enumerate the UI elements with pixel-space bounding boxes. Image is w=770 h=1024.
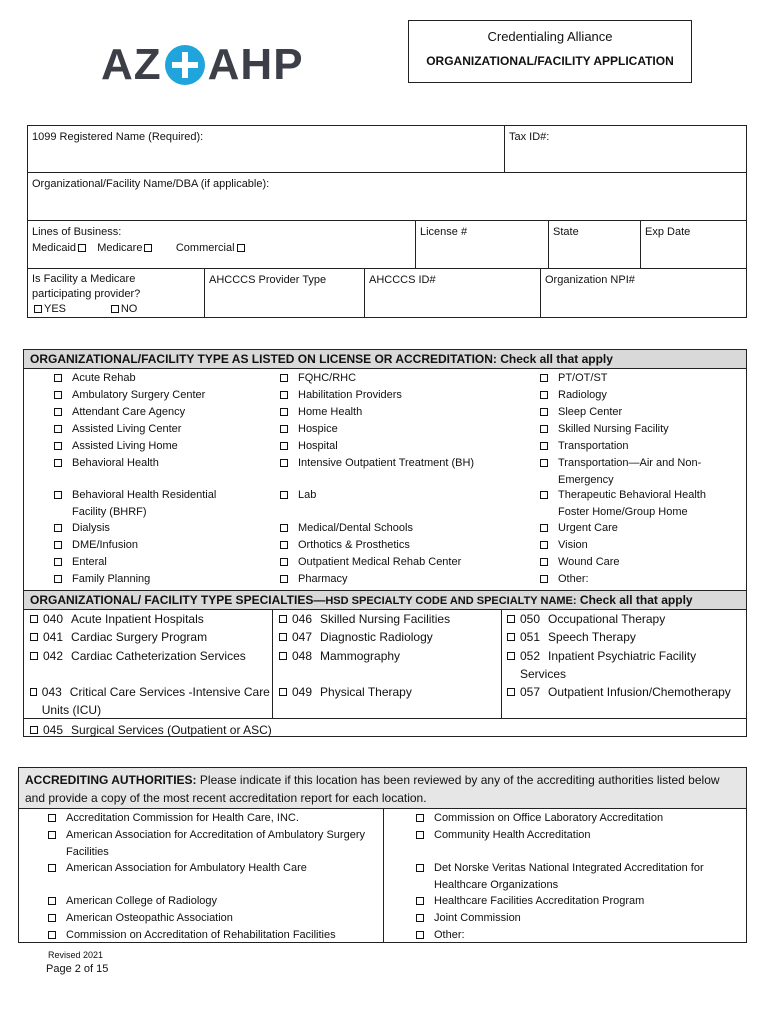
accreditor-item[interactable]: [414, 827, 739, 860]
medicaid-checkbox[interactable]: [78, 244, 86, 252]
accrediting-title: ACCREDITING AUTHORITIES:: [25, 773, 197, 787]
exp-date-field[interactable]: [640, 220, 747, 269]
facility-type-item[interactable]: [278, 370, 508, 387]
facility-type-label: Orthotics & Prosthetics: [298, 539, 410, 551]
specialty-item[interactable]: [505, 610, 745, 628]
facility-type-checkbox[interactable]: [280, 575, 288, 583]
facility-type-label: Ambulatory Surgery Center: [72, 389, 206, 401]
license-label: License #: [420, 226, 468, 238]
specialty-label: [520, 647, 745, 683]
facility-type-item[interactable]: [538, 487, 738, 520]
facility-type-item[interactable]: [278, 404, 508, 421]
plus-icon: [165, 45, 205, 85]
accreditor-checkbox[interactable]: [416, 831, 424, 839]
specialty-label: [43, 610, 204, 628]
specialty-checkbox[interactable]: [30, 726, 38, 734]
specialty-label: [292, 610, 450, 628]
medicare-label: Medicare: [97, 242, 143, 254]
accreditor-item[interactable]: [46, 927, 376, 944]
facility-type-label: Medical/Dental Schools: [298, 522, 413, 534]
accreditor-checkbox[interactable]: [416, 931, 424, 939]
tax-id-field[interactable]: [504, 125, 747, 173]
facility-type-label: Assisted Living Center: [72, 423, 182, 435]
facility-type-checkbox[interactable]: [54, 575, 62, 583]
facility-type-item[interactable]: [278, 537, 508, 554]
specialty-name: Critical Care Services -Intensive Care Units (ICU): [41, 685, 270, 717]
accrediting-text: Please indicate if this location has been reviewed by any of the accrediting authorities listed below and provide a copy of the most recent accreditation report for each location.: [25, 773, 720, 805]
facility-type-item[interactable]: [538, 571, 738, 588]
facility-type-checkbox[interactable]: [280, 408, 288, 416]
accreditor-item[interactable]: [414, 810, 739, 827]
accrediting-header: [18, 767, 747, 809]
facility-type-checkbox[interactable]: [280, 442, 288, 450]
specialties-header-a: ORGANIZATIONAL/ FACILITY TYPE SPECIALTIES—: [30, 593, 326, 607]
specialty-checkbox[interactable]: [279, 633, 287, 641]
facility-type-label: Transportation: [558, 440, 629, 452]
facility-type-label: Other:: [558, 573, 589, 585]
facility-type-label: FQHC/RHC: [298, 372, 357, 384]
specialty-label: [43, 647, 246, 665]
accreditor-label: Community Health Accreditation: [434, 829, 591, 841]
facility-type-label: Acute Rehab: [72, 372, 136, 384]
specialty-code: 057: [520, 685, 541, 699]
accrediting-col1: [46, 810, 376, 944]
facility-type-checkbox[interactable]: [280, 558, 288, 566]
specialty-item[interactable]: [505, 683, 745, 721]
facility-type-item[interactable]: [52, 537, 242, 554]
accreditor-checkbox[interactable]: [416, 864, 424, 872]
facility-type-item[interactable]: [538, 520, 738, 537]
accreditor-label: Joint Commission: [434, 912, 521, 924]
facility-type-checkbox[interactable]: [54, 408, 62, 416]
accreditor-label: American College of Radiology: [66, 895, 218, 907]
facility-type-item[interactable]: [538, 438, 738, 455]
facility-type-item[interactable]: [278, 554, 508, 571]
facility-type-item[interactable]: [52, 554, 242, 571]
registered-name-field[interactable]: [27, 125, 505, 173]
specialty-name: Cardiac Surgery Program: [71, 630, 208, 644]
facility-type-item[interactable]: [52, 487, 242, 520]
facility-type-label: Outpatient Medical Rehab Center: [298, 556, 462, 568]
specialty-code: 050: [520, 612, 541, 626]
accreditor-item[interactable]: [46, 893, 376, 910]
medicaid-label: Medicaid: [32, 242, 77, 254]
specialty-name: Diagnostic Radiology: [320, 630, 433, 644]
facility-type-checkbox[interactable]: [540, 459, 548, 467]
logo-text-left: AZ: [101, 40, 162, 89]
accreditor-checkbox[interactable]: [416, 914, 424, 922]
lines-of-business: [27, 220, 416, 269]
facility-type-checkbox[interactable]: [280, 541, 288, 549]
specialty-name: Speech Therapy: [548, 630, 636, 644]
accreditor-checkbox[interactable]: [416, 814, 424, 822]
specialty-code: 040: [43, 612, 64, 626]
revised-note: Revised 2021: [48, 950, 104, 960]
specialty-checkbox[interactable]: [507, 688, 515, 696]
facility-type-label: Enteral: [72, 556, 107, 568]
state-field[interactable]: [548, 220, 641, 269]
specialty-name: Mammography: [320, 649, 401, 663]
specialty-code: 045: [43, 723, 64, 737]
specialties-col1: [28, 610, 273, 739]
facility-type-item[interactable]: [538, 421, 738, 438]
facility-type-item[interactable]: [52, 455, 242, 487]
ahcccs-id-field[interactable]: [364, 268, 541, 318]
facility-type-header: ORGANIZATIONAL/FACILITY TYPE AS LISTED ON LICENSE OR ACCREDITATION: Check all that apply: [23, 349, 747, 369]
state-label: State: [553, 226, 579, 238]
specialties-header-b: HSD SPECIALTY CODE AND SPECIALTY NAME:: [325, 595, 577, 607]
specialty-checkbox[interactable]: [279, 688, 287, 696]
facility-type-item[interactable]: [538, 537, 738, 554]
specialty-name: Physical Therapy: [320, 685, 412, 699]
form-title: ORGANIZATIONAL/FACILITY APPLICATION: [426, 54, 674, 68]
facility-type-item[interactable]: [538, 404, 738, 421]
facility-type-label: Hospice: [298, 423, 338, 435]
page-number: Page 2 of 15: [46, 963, 109, 975]
facility-type-label: Behavioral Health: [72, 457, 159, 469]
accreditor-item[interactable]: [414, 893, 739, 910]
facility-type-item[interactable]: [278, 387, 508, 404]
facility-type-label: Sleep Center: [558, 406, 623, 418]
facility-type-checkbox[interactable]: [280, 391, 288, 399]
accreditor-checkbox[interactable]: [48, 831, 56, 839]
facility-type-checkbox[interactable]: [280, 524, 288, 532]
accreditor-item[interactable]: [46, 910, 376, 927]
specialty-label: [43, 628, 207, 646]
specialty-name: Surgical Services (Outpatient or ASC): [71, 723, 272, 737]
yes-label: YES: [44, 303, 67, 315]
lines-of-business-label: Lines of Business:: [32, 226, 122, 238]
specialty-label: [292, 628, 433, 646]
accreditor-label: American Association for Ambulatory Health Care: [66, 862, 307, 874]
facility-type-item[interactable]: [278, 487, 508, 520]
facility-type-label: Lab: [298, 489, 317, 501]
yes-checkbox[interactable]: [34, 305, 42, 313]
facility-type-checkbox[interactable]: [280, 459, 288, 467]
accreditor-item[interactable]: [414, 860, 739, 893]
facility-type-item[interactable]: [538, 455, 738, 487]
facility-type-item[interactable]: [52, 421, 242, 438]
accreditor-checkbox[interactable]: [48, 814, 56, 822]
specialty-name: Occupational Therapy: [548, 612, 666, 626]
accreditor-label: American Association for Accreditation of Ambulatory Surgery Facilities: [66, 829, 365, 858]
ahcccs-id-label: AHCCCS ID#: [369, 274, 436, 286]
specialty-checkbox[interactable]: [279, 615, 287, 623]
facility-type-checkbox[interactable]: [54, 558, 62, 566]
facility-type-label: Dialysis: [72, 522, 110, 534]
facility-type-item[interactable]: [52, 387, 242, 404]
facility-type-item[interactable]: [52, 370, 242, 387]
specialty-name: Skilled Nursing Facilities: [320, 612, 451, 626]
facility-type-item[interactable]: [278, 571, 508, 588]
accreditor-item[interactable]: [46, 810, 376, 827]
facility-type-label: Skilled Nursing Facility: [558, 423, 669, 435]
facility-type-label: DME/Infusion: [72, 539, 139, 551]
medicare-checkbox[interactable]: [144, 244, 152, 252]
facility-type-label: Wound Care: [558, 556, 620, 568]
specialty-checkbox[interactable]: [30, 615, 38, 623]
specialty-checkbox[interactable]: [507, 652, 515, 660]
facility-type-checkbox[interactable]: [54, 391, 62, 399]
facility-type-item[interactable]: [278, 455, 508, 487]
specialty-item[interactable]: [28, 610, 273, 628]
facility-type-label: Home Health: [298, 406, 363, 418]
facility-type-item[interactable]: [278, 421, 508, 438]
facility-type-label: Attendant Care Agency: [72, 406, 186, 418]
facility-type-checkbox[interactable]: [280, 374, 288, 382]
medicare-participation: [27, 268, 205, 318]
specialty-label: [292, 683, 412, 701]
facility-type-checkbox[interactable]: [540, 491, 548, 499]
specialty-label: [520, 628, 636, 646]
ahcccs-type-field[interactable]: [204, 268, 365, 318]
facility-type-item[interactable]: [278, 520, 508, 537]
facility-type-label: Transportation—Air and Non-Emergency: [558, 457, 702, 486]
medicare-question: Is Facility a Medicare participating provider?: [32, 273, 141, 300]
specialty-item[interactable]: [277, 683, 499, 721]
facility-type-checkbox[interactable]: [54, 425, 62, 433]
facility-type-label: PT/OT/ST: [558, 372, 608, 384]
facility-type-checkbox[interactable]: [280, 491, 288, 499]
facility-type-item[interactable]: [538, 554, 738, 571]
facility-type-checkbox[interactable]: [54, 374, 62, 382]
org-name: Credentialing Alliance: [487, 29, 613, 44]
accreditor-label: Healthcare Facilities Accreditation Program: [434, 895, 645, 907]
specialty-checkbox[interactable]: [30, 688, 37, 696]
specialty-code: 046: [292, 612, 313, 626]
facility-type-checkbox[interactable]: [54, 442, 62, 450]
specialty-item[interactable]: [28, 683, 273, 721]
accreditor-checkbox[interactable]: [416, 897, 424, 905]
facility-type-checkbox[interactable]: [54, 491, 62, 499]
specialty-item[interactable]: [277, 647, 499, 683]
accreditor-label: Det Norske Veritas National Integrated Accreditation for Healthcare Organizations: [434, 862, 704, 891]
facility-type-checkbox[interactable]: [280, 425, 288, 433]
facility-type-checkbox[interactable]: [540, 524, 548, 532]
npi-label: Organization NPI#: [545, 274, 635, 286]
facility-type-checkbox[interactable]: [540, 541, 548, 549]
dba-field[interactable]: [27, 172, 747, 221]
facility-type-label: Behavioral Health Residential Facility (BHRF): [72, 489, 217, 518]
facility-type-label: Pharmacy: [298, 573, 348, 585]
accrediting-col2: [414, 810, 739, 944]
facility-type-checkbox[interactable]: [540, 408, 548, 416]
specialty-checkbox[interactable]: [279, 652, 287, 660]
facility-type-col2: [278, 370, 508, 588]
facility-type-col1: [52, 370, 242, 588]
title-box: [408, 20, 692, 83]
facility-type-label: Hospital: [298, 440, 338, 452]
specialty-code: 051: [520, 630, 541, 644]
facility-type-label: Intensive Outpatient Treatment (BH): [298, 457, 475, 469]
specialty-checkbox[interactable]: [507, 615, 515, 623]
registered-name-label: 1099 Registered Name (Required):: [32, 131, 204, 143]
exp-date-label: Exp Date: [645, 226, 691, 238]
specialty-item[interactable]: [277, 610, 499, 628]
facility-type-checkbox[interactable]: [54, 541, 62, 549]
specialty-label: [42, 683, 273, 719]
specialty-name: Outpatient Infusion/Chemotherapy: [548, 685, 731, 699]
specialty-code: 048: [292, 649, 313, 663]
accreditor-label: American Osteopathic Association: [66, 912, 233, 924]
facility-type-checkbox[interactable]: [540, 558, 548, 566]
facility-type-checkbox[interactable]: [540, 374, 548, 382]
specialties-col2: [277, 610, 499, 721]
facility-type-item[interactable]: [52, 520, 242, 537]
facility-type-checkbox[interactable]: [540, 442, 548, 450]
facility-type-label: Family Planning: [72, 573, 151, 585]
specialty-label: [520, 683, 731, 701]
azahp-logo: [101, 40, 341, 90]
specialty-checkbox[interactable]: [30, 652, 38, 660]
specialty-item[interactable]: [28, 647, 273, 683]
facility-type-checkbox[interactable]: [540, 425, 548, 433]
facility-type-checkbox[interactable]: [540, 575, 548, 583]
facility-type-label: Radiology: [558, 389, 607, 401]
specialty-checkbox[interactable]: [507, 633, 515, 641]
ahcccs-type-label: AHCCCS Provider Type: [209, 274, 327, 286]
facility-type-label: Habilitation Providers: [298, 389, 402, 401]
tax-id-label: Tax ID#:: [509, 131, 550, 143]
accreditor-label: Accreditation Commission for Health Care, INC.: [66, 812, 299, 824]
commercial-label: Commercial: [175, 242, 235, 254]
accreditor-checkbox[interactable]: [48, 914, 56, 922]
accreditor-checkbox[interactable]: [48, 897, 56, 905]
logo-text-right: AHP: [207, 40, 304, 89]
facility-type-label: Vision: [558, 539, 588, 551]
commercial-checkbox[interactable]: [237, 244, 245, 252]
specialties-header: [23, 590, 747, 610]
accreditor-checkbox[interactable]: [48, 931, 56, 939]
no-checkbox[interactable]: [111, 305, 119, 313]
npi-field[interactable]: [540, 268, 747, 318]
facility-type-label: Urgent Care: [558, 522, 618, 534]
specialty-name: Cardiac Catheterization Services: [71, 649, 246, 663]
accreditor-item[interactable]: [46, 860, 376, 893]
specialty-code: 052: [519, 649, 541, 663]
dba-label: Organizational/Facility Name/DBA (if applicable):: [32, 178, 270, 190]
specialty-checkbox[interactable]: [30, 633, 38, 641]
specialty-item[interactable]: [28, 721, 273, 739]
accrediting-divider: [383, 808, 384, 943]
facility-type-label: Therapeutic Behavioral Health Foster Home/Group Home: [558, 489, 706, 518]
specialty-code: 041: [43, 630, 64, 644]
facility-type-item[interactable]: [538, 370, 738, 387]
accreditor-checkbox[interactable]: [48, 864, 56, 872]
specialties-divider-2: [501, 609, 502, 718]
specialty-item[interactable]: [277, 628, 499, 647]
accreditor-label: Commission on Accreditation of Rehabilitation Facilities: [66, 929, 336, 941]
specialties-header-c: Check all that apply: [576, 593, 693, 607]
specialty-code: 042: [43, 649, 64, 663]
facility-type-label: Assisted Living Home: [72, 440, 178, 452]
specialty-name: Acute Inpatient Hospitals: [71, 612, 204, 626]
specialty-label: [292, 647, 400, 665]
specialty-code: 043: [41, 685, 62, 699]
specialty-label: [43, 721, 272, 739]
accreditor-item[interactable]: [414, 927, 739, 944]
accreditor-label: Commission on Office Laboratory Accreditation: [434, 812, 664, 824]
accreditor-item[interactable]: [46, 827, 376, 860]
accreditor-label: Other:: [434, 929, 465, 941]
specialties-col3: [505, 610, 745, 721]
accreditor-item[interactable]: [414, 910, 739, 927]
license-field[interactable]: [415, 220, 549, 269]
facility-type-item[interactable]: [52, 571, 242, 588]
facility-type-item[interactable]: [52, 438, 242, 455]
facility-type-item[interactable]: [538, 387, 738, 404]
facility-type-checkbox[interactable]: [54, 524, 62, 532]
facility-type-item[interactable]: [52, 404, 242, 421]
facility-type-checkbox[interactable]: [540, 391, 548, 399]
specialty-label: [520, 610, 665, 628]
facility-type-checkbox[interactable]: [54, 459, 62, 467]
facility-type-item[interactable]: [278, 438, 508, 455]
specialty-item[interactable]: [28, 628, 273, 647]
specialty-item[interactable]: [505, 647, 745, 683]
facility-type-col3: [538, 370, 738, 588]
specialty-name: Inpatient Psychiatric Facility Services: [519, 649, 697, 681]
specialty-code: 049: [292, 685, 313, 699]
no-label: NO: [120, 303, 138, 315]
specialty-code: 047: [292, 630, 313, 644]
specialty-item[interactable]: [505, 628, 745, 647]
